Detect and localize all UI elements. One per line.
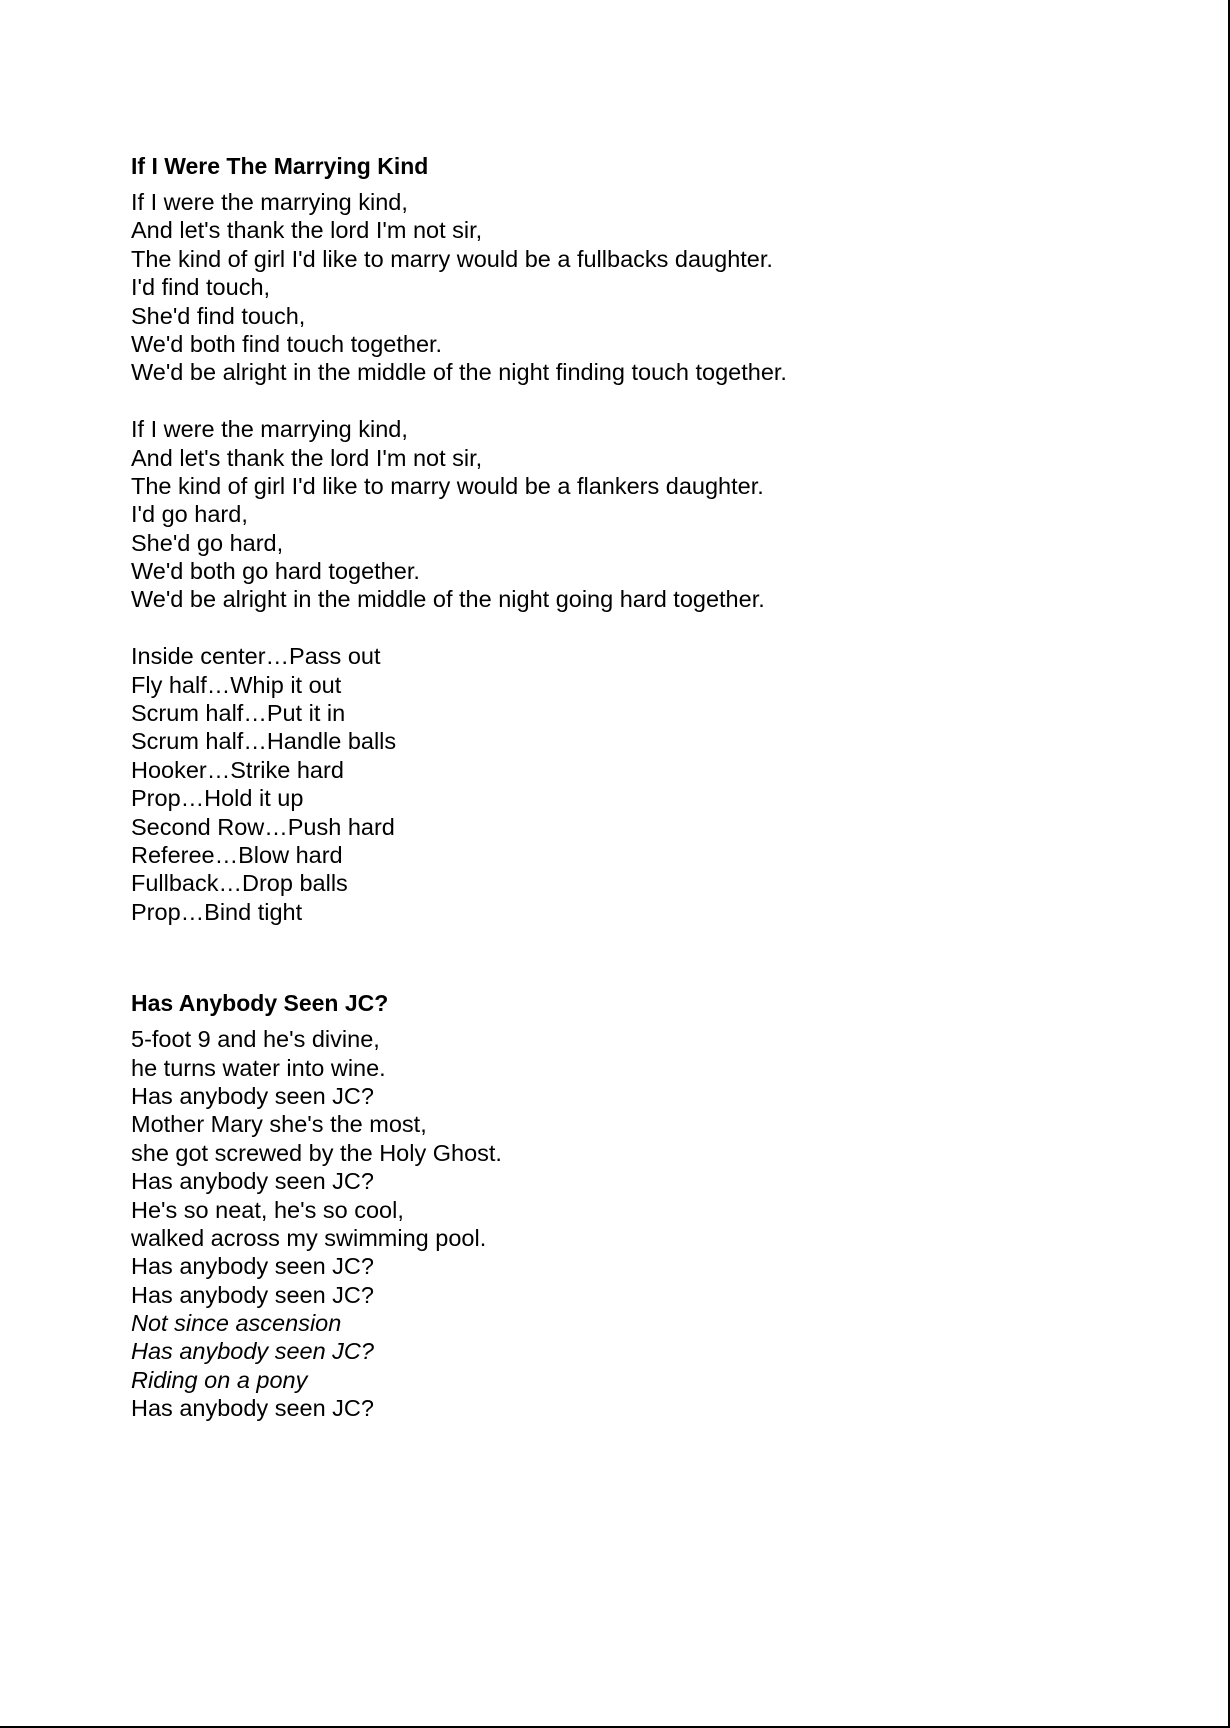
- lyric-line: 5-foot 9 and he's divine,: [131, 1026, 380, 1053]
- lyric-line: Has anybody seen JC?: [131, 1082, 374, 1109]
- lyric-line: We'd be alright in the middle of the night finding touch together.: [131, 359, 787, 386]
- lyric-line: Has anybody seen JC?: [131, 1395, 374, 1422]
- lyric-line: Second Row…Push hard: [131, 813, 395, 840]
- stanza: [131, 1025, 1131, 1422]
- lyric-line: I'd go hard,: [131, 501, 248, 528]
- lyric-line: Has anybody seen JC?: [131, 1168, 374, 1195]
- lyric-line: Hooker…Strike hard: [131, 756, 344, 783]
- stanza-separator: [131, 614, 1131, 642]
- lyric-line: And let's thank the lord I'm not sir,: [131, 217, 483, 244]
- lyric-line: Has anybody seen JC?: [131, 1281, 374, 1308]
- lyric-line: If I were the marrying kind,: [131, 189, 408, 215]
- lyric-line: If I were the marrying kind,: [131, 416, 408, 443]
- stanza: [131, 188, 1131, 387]
- song-title: If I Were The Marrying Kind: [131, 153, 429, 179]
- lyric-line: Scrum half…Put it in: [131, 700, 346, 727]
- lyric-line: The kind of girl I'd like to marry would be a fullbacks daughter.: [131, 245, 773, 272]
- lyric-line: Not since ascension: [131, 1310, 342, 1337]
- lyric-line: Prop…Bind tight: [131, 898, 303, 925]
- lyric-line: Fullback…Drop balls: [131, 870, 348, 897]
- lyric-line: Prop…Hold it up: [131, 785, 304, 812]
- lyric-line: Inside center…Pass out: [131, 643, 381, 670]
- lyric-line: And let's thank the lord I'm not sir,: [131, 444, 483, 471]
- lyric-line: Has anybody seen JC?: [131, 1338, 374, 1365]
- lyric-line: walked across my swimming pool.: [131, 1224, 487, 1251]
- lyric-line: Referee…Blow hard: [131, 841, 343, 868]
- lyric-line: Has anybody seen JC?: [131, 1253, 374, 1280]
- lyric-line: We'd both find touch together.: [131, 330, 443, 357]
- lyric-line: She'd go hard,: [131, 529, 284, 556]
- stanza: [131, 642, 1131, 926]
- lyric-line: Mother Mary she's the most,: [131, 1111, 427, 1138]
- lyric-line: The kind of girl I'd like to marry would be a flankers daughter.: [131, 472, 764, 499]
- stanza-separator: [131, 387, 1131, 415]
- song-title: Has Anybody Seen JC?: [131, 990, 389, 1017]
- lyric-line: Fly half…Whip it out: [131, 671, 342, 698]
- lyric-line: We'd be alright in the middle of the night going hard together.: [131, 586, 765, 613]
- lyric-line: she got screwed by the Holy Ghost.: [131, 1139, 502, 1166]
- lyric-line: She'd find touch,: [131, 302, 306, 329]
- lyric-line: Riding on a pony: [131, 1366, 308, 1393]
- lyric-line: We'd both go hard together.: [131, 558, 420, 585]
- stanza: [131, 415, 1131, 614]
- document-content: [131, 152, 1131, 1423]
- lyric-line: he turns water into wine.: [131, 1054, 386, 1081]
- lyric-line: I'd find touch,: [131, 274, 271, 301]
- song-separator: [131, 926, 1131, 989]
- lyric-line: He's so neat, he's so cool,: [131, 1196, 404, 1223]
- lyric-line: Scrum half…Handle balls: [131, 728, 397, 755]
